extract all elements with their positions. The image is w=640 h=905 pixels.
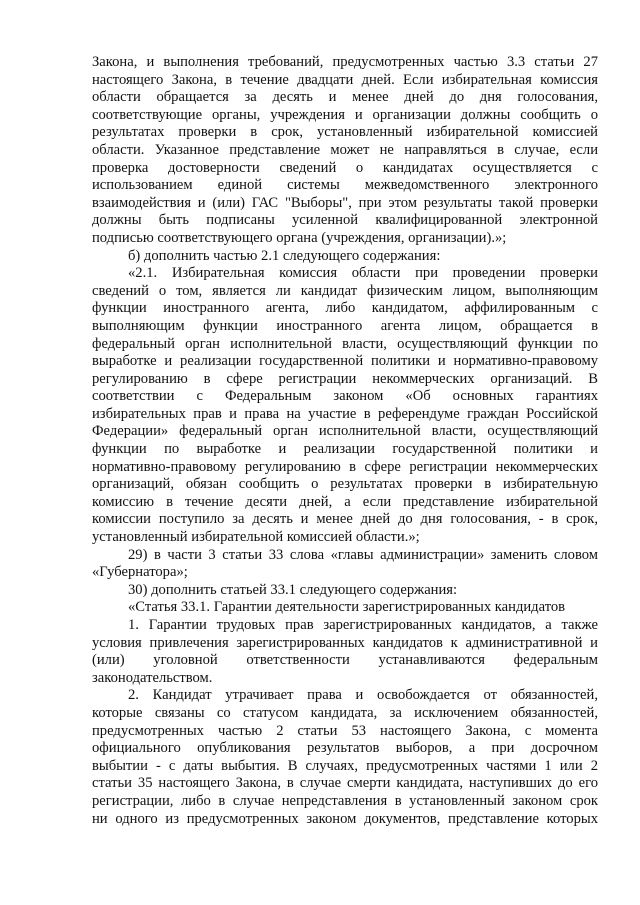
text-line: 29) в части 3 статьи 33 слова «главы администрации» заменить словом [128, 546, 598, 563]
text-line: б) дополнить частью 2.1 следующего содержания: [128, 247, 441, 264]
text-line: области обращается за десять и менее дней до дня голосования, [92, 89, 598, 106]
text-line: регистрации, либо в случае непредставления в установленный законом срок [92, 792, 598, 809]
text-line: регулированию в сфере регистрации некоммерческих организаций. В [92, 370, 598, 387]
text-line: «2.1. Избирательная комиссия области при проведении проверки [128, 265, 598, 282]
text-line: настоящего Закона, в течение двадцати дней. Если избирательная комиссия [92, 71, 598, 88]
text-line: соответствующие органы, учреждения и организации должны сообщить о [92, 106, 598, 123]
text-line: предусмотренных частью 2 статьи 53 настоящего Закона, с момента [92, 722, 598, 739]
text-line: функции по выработке и реализации государственной политики и [92, 441, 598, 458]
text-line: 1. Гарантии трудовых прав зарегистрированных кандидатов, а также [128, 617, 598, 633]
text-line: подписью соответствующего органа (учреждения, организации).»; [92, 229, 507, 246]
text-line: комиссии поступило за десять и менее дней до дня голосования, - в срок, [92, 511, 598, 528]
text-line: соответствии с Федеральным законом «Об основных гарантиях [92, 388, 598, 405]
text-line: использованием единой системы межведомственного электронного [92, 177, 598, 194]
text-line: 30) дополнить статьей 33.1 следующего содержания: [128, 581, 458, 598]
text-line: которые связаны со статусом кандидата, за исключением обязанностей, [92, 704, 598, 721]
text-line: функции иностранного агента, либо кандидатом, аффилированным с [92, 300, 598, 317]
text-line: выработке и реализации государственной политики и нормативно-правовому [92, 353, 598, 370]
text-line: ни одного из предусмотренных законом документов, представление которых [92, 810, 598, 827]
text-line: статьи 35 настоящего Закона, в случае смерти кандидата, наступивших до его [92, 775, 598, 792]
text-line: Закона, и выполнения требований, предусмотренных частью 3.3 статьи 27 [92, 54, 598, 70]
text-line: 2. Кандидат утрачивает права и освобождается от обязанностей, [128, 687, 598, 704]
text-line: нормативно-правовому регулированию в сфере регистрации некоммерческих [92, 458, 598, 475]
text-line: (или) уголовной ответственности устанавливаются федеральным [92, 652, 598, 669]
text-line: области. Указанное представление может не направляться в случае, если [92, 141, 598, 158]
text-line: официального опубликования результатов выборов, а при досрочном [92, 740, 598, 757]
text-line: взаимодействия и (или) ГАС "Выборы", при этом результаты такой проверки [92, 194, 598, 211]
text-line: законодательством. [92, 669, 213, 686]
text-line: выбытии - с даты выбытия. В случаях, предусмотренных частями 1 или 2 [92, 757, 598, 774]
text-line: выполняющим функции иностранного агента лицом, обращается в [92, 317, 598, 334]
text-line: установленный избирательной комиссией области.»; [92, 529, 420, 546]
text-line: результатах проверки в срок, установленный избирательной комиссией [92, 124, 598, 141]
text-line: Федерации» федеральный орган исполнительной власти, осуществляющий [92, 423, 598, 440]
text-line: организаций, обязан сообщить о результатах проверки в избирательную [92, 476, 598, 493]
document-body [92, 54, 598, 828]
text-line: федеральный орган исполнительной власти, осуществляющий функции по [92, 335, 598, 352]
text-line: «Статья 33.1. Гарантии деятельности зарегистрированных кандидатов [128, 599, 566, 616]
text-line: сведений о том, является ли кандидат физическим лицом, выполняющим [92, 282, 598, 299]
text-line: комиссию в течение десяти дней, а если представление избирательной [92, 493, 598, 510]
text-line: избирательных прав и права на участие в референдуме граждан Российской [92, 405, 598, 422]
text-line: «Губернатора»; [92, 564, 188, 581]
text-line: условия привлечения зарегистрированных кандидатов к административной и [92, 634, 598, 651]
text-line: должны быть подписаны усиленной квалифицированной электронной [92, 212, 598, 229]
text-line: проверка достоверности сведений о кандидатах осуществляется с [92, 159, 598, 176]
